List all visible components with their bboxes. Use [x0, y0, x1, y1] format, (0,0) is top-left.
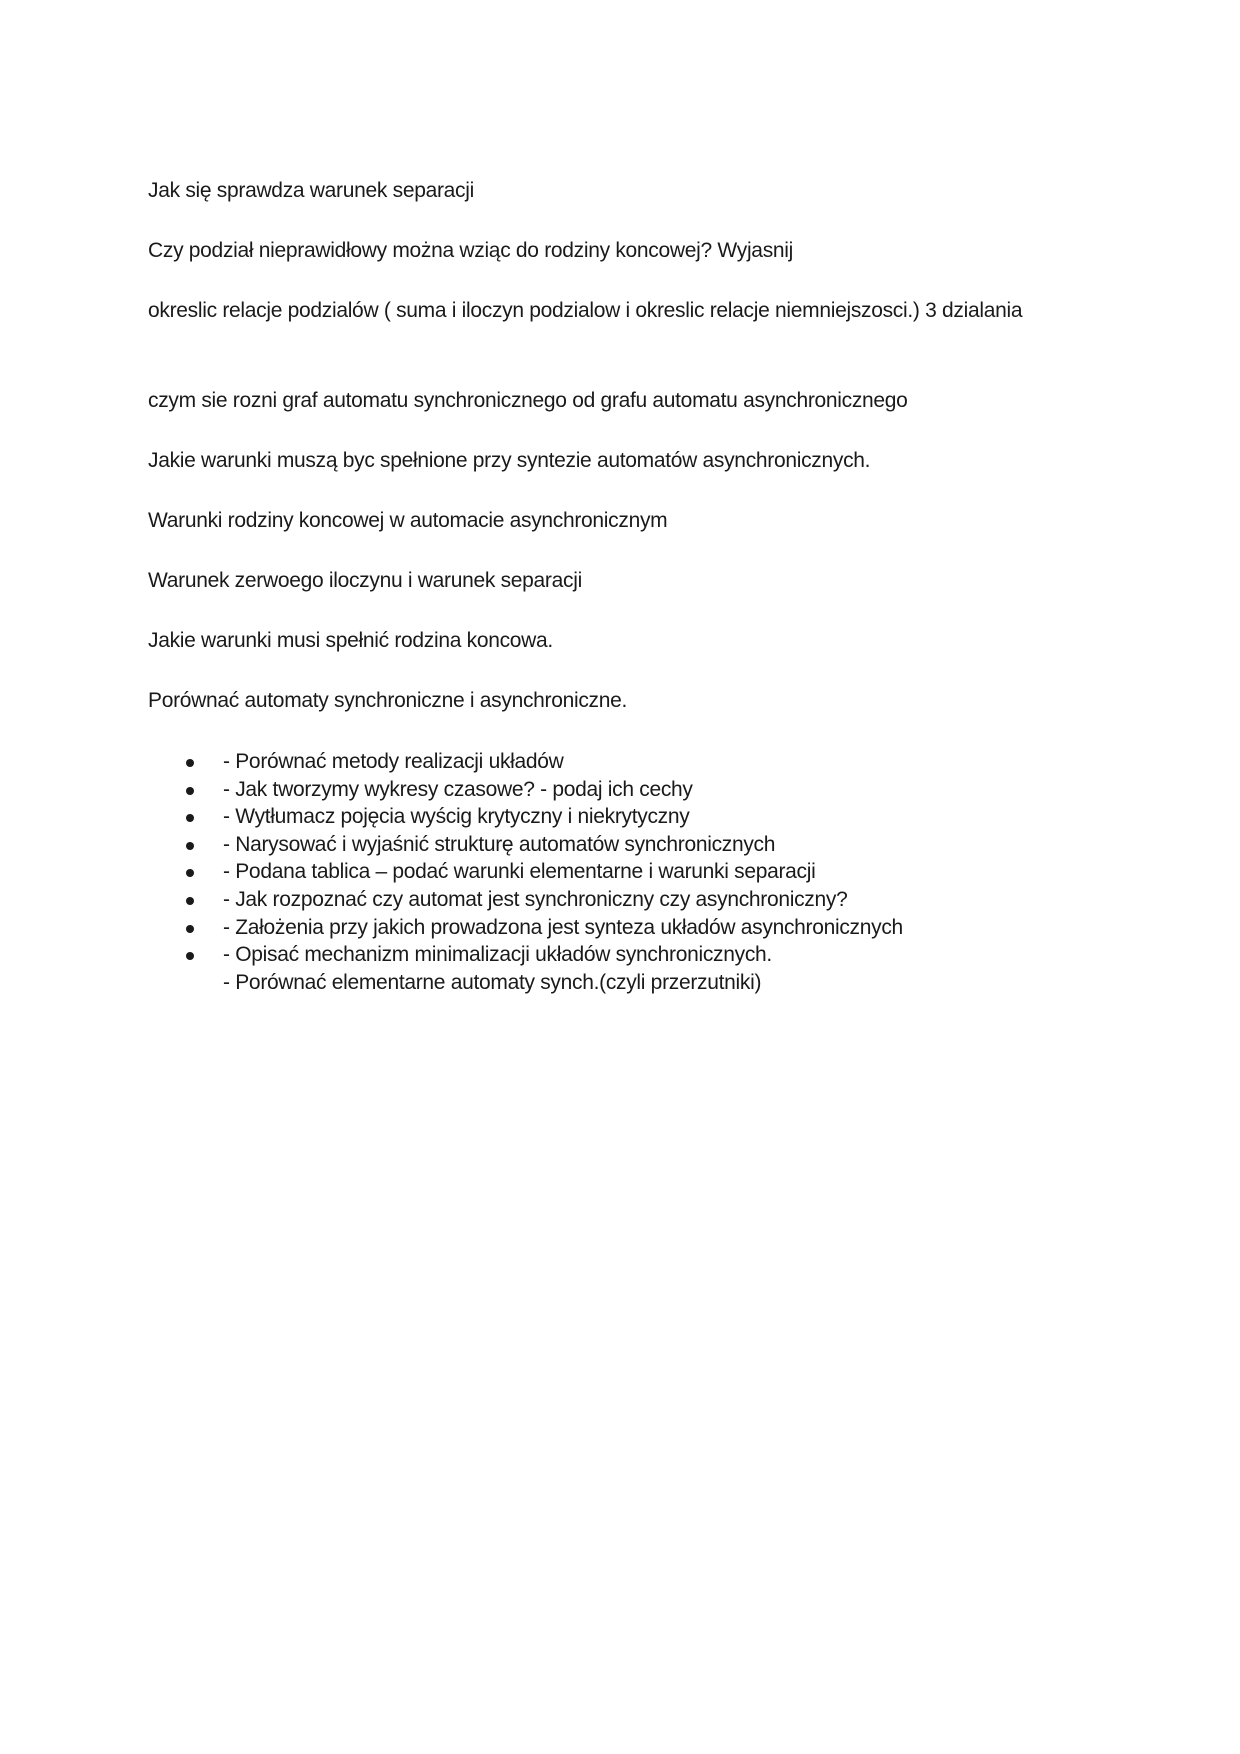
list-item-text: - Wytłumacz pojęcia wyścig krytyczny i niekrytyczny [223, 805, 690, 829]
list-item [148, 941, 903, 969]
question-bullet-list [148, 748, 903, 996]
list-item [148, 858, 903, 886]
question-paragraph: Jak się sprawdza warunek separacji [148, 179, 474, 202]
bullet-icon [186, 842, 194, 850]
bullet-icon [186, 787, 194, 795]
list-item-text: - Narysować i wyjaśnić strukturę automatów synchronicznych [223, 832, 776, 856]
bullet-icon [186, 869, 194, 877]
list-item [148, 776, 903, 804]
question-paragraph: Jakie warunki muszą byc spełnione przy syntezie automatów asynchronicznych. [148, 449, 871, 472]
bullet-icon [186, 759, 194, 767]
bullet-icon [186, 814, 194, 822]
list-item [148, 748, 903, 776]
list-item-text: - Jak rozpoznać czy automat jest synchroniczny czy asynchroniczny? [223, 887, 848, 911]
question-paragraph: Czy podział nieprawidłowy można wziąc do rodziny koncowej? Wyjasnij [148, 239, 793, 262]
bullet-icon [186, 952, 194, 960]
question-paragraph: Warunek zerwoego iloczynu i warunek separacji [148, 569, 582, 592]
list-item-text: - Podana tablica – podać warunki elementarne i warunki separacji [223, 860, 816, 884]
question-paragraph: Warunki rodziny koncowej w automacie asynchronicznym [148, 509, 668, 532]
list-item-text: - Porównać metody realizacji układów [223, 750, 564, 773]
list-item [148, 914, 903, 942]
list-item-text: - Porównać elementarne automaty synch.(czyli przerzutniki) [223, 970, 762, 994]
list-item-text: - Jak tworzymy wykresy czasowe? - podaj ich cechy [223, 777, 693, 801]
bullet-icon [186, 925, 194, 933]
list-item-text: - Założenia przy jakich prowadzona jest synteza układów asynchronicznych [223, 915, 903, 939]
list-item [148, 886, 903, 914]
question-paragraph: okreslic relacje podzialów ( suma i iloczyn podzialow i okreslic relacje niemniejszosci.) 3 dzialania [148, 299, 1023, 322]
bullet-icon [186, 897, 194, 905]
list-item [148, 969, 903, 997]
question-paragraph: Jakie warunki musi spełnić rodzina koncowa. [148, 629, 553, 652]
list-item [148, 831, 903, 859]
list-item-text: - Opisać mechanizm minimalizacji układów synchronicznych. [223, 943, 772, 967]
question-paragraph: Porównać automaty synchroniczne i asynchroniczne. [148, 689, 628, 712]
list-item [148, 803, 903, 831]
question-paragraph: czym sie rozni graf automatu synchronicznego od grafu automatu asynchronicznego [148, 389, 908, 412]
